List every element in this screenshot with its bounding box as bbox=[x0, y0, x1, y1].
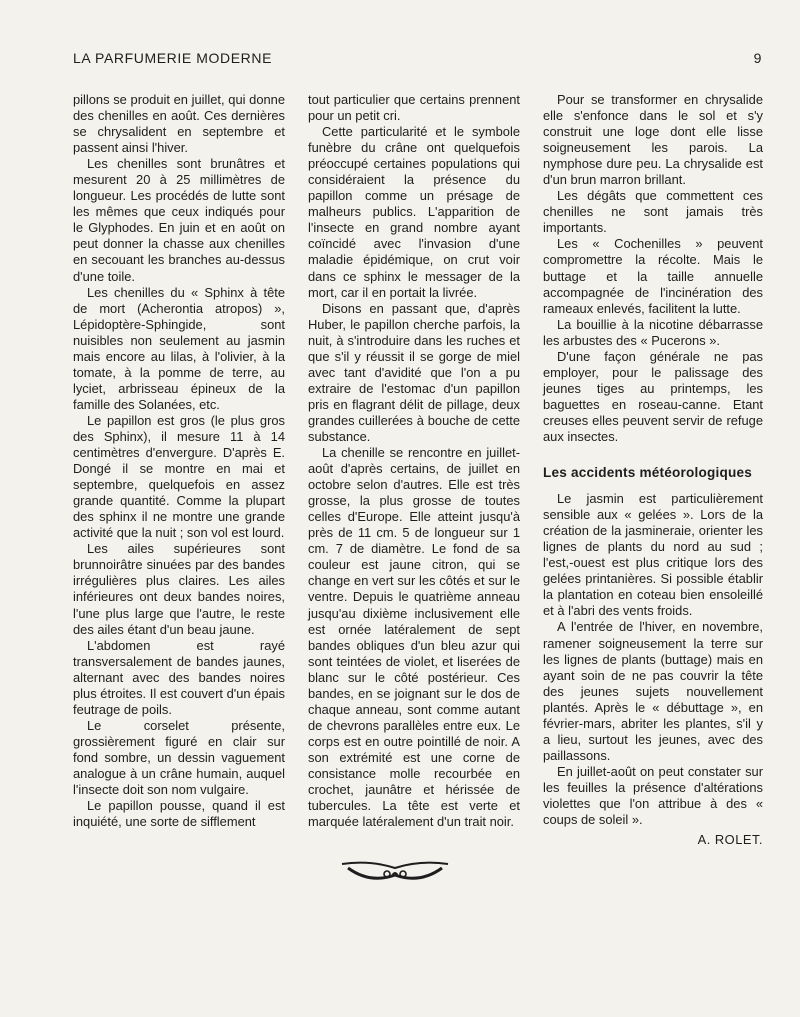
paragraph: Le jasmin est particulièrement sensible aux « gelées ». Lors de la création de la jasmineraie, orienter les lignes de plants du nord au sud ; l'est,-ouest est plus critique lors des gelées printanières. Si possible établir la plantation en coteau bien ensoleillé et à l'abri des vents froids. bbox=[543, 491, 763, 619]
paragraph: Le papillon pousse, quand il est inquiété, une sorte de sifflement bbox=[73, 798, 285, 830]
paragraph: En juillet-août on peut constater sur les feuilles la présence d'altérations violettes que l'on attribue à des « coups de soleil ». bbox=[543, 763, 763, 828]
text-column-2 bbox=[308, 92, 520, 830]
paragraph: pillons se produit en juillet, qui donne des chenilles en août. Ces dernières se chrysalident en septembre et passent ainsi l'hiver. bbox=[73, 92, 285, 156]
paragraph: L'abdomen est rayé transversalement de bandes jaunes, alternant avec des bandes noires plus étroites. Il est couvert d'un épais feutrage de poils. bbox=[73, 637, 285, 717]
paragraph: Le papillon est gros (le plus gros des Sphinx), il mesure 11 à 14 centimètres d'envergure. D'après E. Dongé il se montre en mai et septembre, quelquefois en assez grande quantité. Comme la plupart des sphinx il ne montre une grande activité que la nuit ; son vol est lourd. bbox=[73, 412, 285, 541]
paragraph: Les chenilles du « Sphinx à tête de mort (Acherontia atropos) », Lépidoptère-Sphingide, sont nuisibles non seulement au jasmin mais encore au lilas, à l'olivier, à la tomate, à la pomme de terre, au lyciet, arbrisseau épineux de la famille des Solanées, etc. bbox=[73, 284, 285, 412]
page-number: 9 bbox=[753, 50, 762, 66]
author-signature: A. ROLET. bbox=[697, 832, 763, 848]
paragraph: Le corselet présente, grossièrement figuré en clair sur fond sombre, un dessin vaguement analogue à un crâne humain, auquel l'insecte doit son nom vulgaire. bbox=[73, 717, 285, 798]
decorative-scroll-ornament-icon bbox=[340, 858, 450, 888]
paragraph: La chenille se rencontre en juillet-août d'après certains, de juillet en octobre selon d'autres. Elle est très grosse, la plus grosse de toutes celles d'Europe. Elle atteint jusqu'à près de 11 cm. 5 de longueur sur 1 cm. 7 de diamètre. Le fond de sa couleur est jaune citron, qui se change en vert sur les côtés et sur le ventre. Depuis le quatrième anneau jusqu'au dixième inclusivement elle est ornée latéralement de sept bandes obliques d'un bleu azur qui sont teintées de violet, et liserées de blanc sur le côté postérieur. Ces bandes, en se joignant sur le dos de chaque anneau, sont comme autant de chevrons parallèles entre eux. Le corps est en outre pointillé de noir. A son extrémité est une corne de consistance molle recourbée en crochet, jaunâtre et hérissée de tubercules. La tête est verte et marquée latéralement d'un trait noir. bbox=[308, 445, 520, 830]
paragraph: Pour se transformer en chrysalide elle s'enfonce dans le sol et s'y construit une loge dont elle lisse soigneusement les parois. La nymphose dure peu. La chrysalide est d'un brun marron brillant. bbox=[543, 92, 763, 188]
text-column-1 bbox=[73, 92, 285, 830]
journal-title: LA PARFUMERIE MODERNE bbox=[73, 50, 273, 66]
paragraph: Disons en passant que, d'après Huber, le papillon cherche parfois, la nuit, à s'introduire dans les ruches et que s'il y réussit il se gorge de miel avec tant d'avidité que l'on a pu extraire de l'estomac d'un papillon pris en flagrant délit de pillage, deux grandes cuillerées à bouche de cette substance. bbox=[308, 300, 520, 444]
paragraph: Les ailes supérieures sont brunnoirâtre sinuées par des bandes irrégulières plus claires. Les ailes inférieures ont deux bandes noires, l'une plus large que l'autre, le reste des ailes étant d'un beau jaune. bbox=[73, 541, 285, 637]
paragraph: Les dégâts que commettent ces chenilles ne sont jamais très importants. bbox=[543, 188, 763, 236]
paragraph: La bouillie à la nicotine débarrasse les arbustes des « Pucerons ». bbox=[543, 316, 763, 348]
paragraph: Les « Cochenilles » peuvent compromettre la récolte. Mais le buttage et la taille annuelle accompagnée de l'incinération des rameaux enlevés, facilitent la lutte. bbox=[543, 236, 763, 316]
paragraph: A l'entrée de l'hiver, en novembre, ramener soigneusement la terre sur les lignes de plants (buttage) mais en ayant soin de ne pas couvrir la tête des jeunes sujets nouvellement plantés. Après le « débuttage », en février-mars, abriter les plantes, s'il y a lieu, surtout les jeunes, avec des paillassons. bbox=[543, 619, 763, 763]
section-title: Les accidents météorologiques bbox=[543, 465, 753, 481]
text-column-3 bbox=[543, 92, 763, 848]
paragraph: Cette particularité et le symbole funèbre du crâne ont quelquefois préoccupé certaines populations qui considéraient la présence du papillon comme un présage de malheurs publics. L'apparition de l'insecte en grand nombre ayant coïncidé avec l'invasion d'une maladie épidémique, on crut voir dans ce sphinx le messager de la mort, car il en portait la livrée. bbox=[308, 124, 520, 300]
paragraph: D'une façon générale ne pas employer, pour le palissage des jeunes tiges au printemps, les baguettes en roseau-canne. Etant creuses elles peuvent servir de refuge aux insectes. bbox=[543, 348, 763, 444]
paragraph: tout particulier que certains prennent pour un petit cri. bbox=[308, 92, 520, 124]
paragraph: Les chenilles sont brunâtres et mesurent 20 à 25 millimètres de longueur. Les procédés de lutte sont les mêmes que ceux indiqués pour le Glyphodes. En juin et en août on peut donner la chasse aux chenilles en secouant les branches au-dessus d'une toile. bbox=[73, 156, 285, 284]
